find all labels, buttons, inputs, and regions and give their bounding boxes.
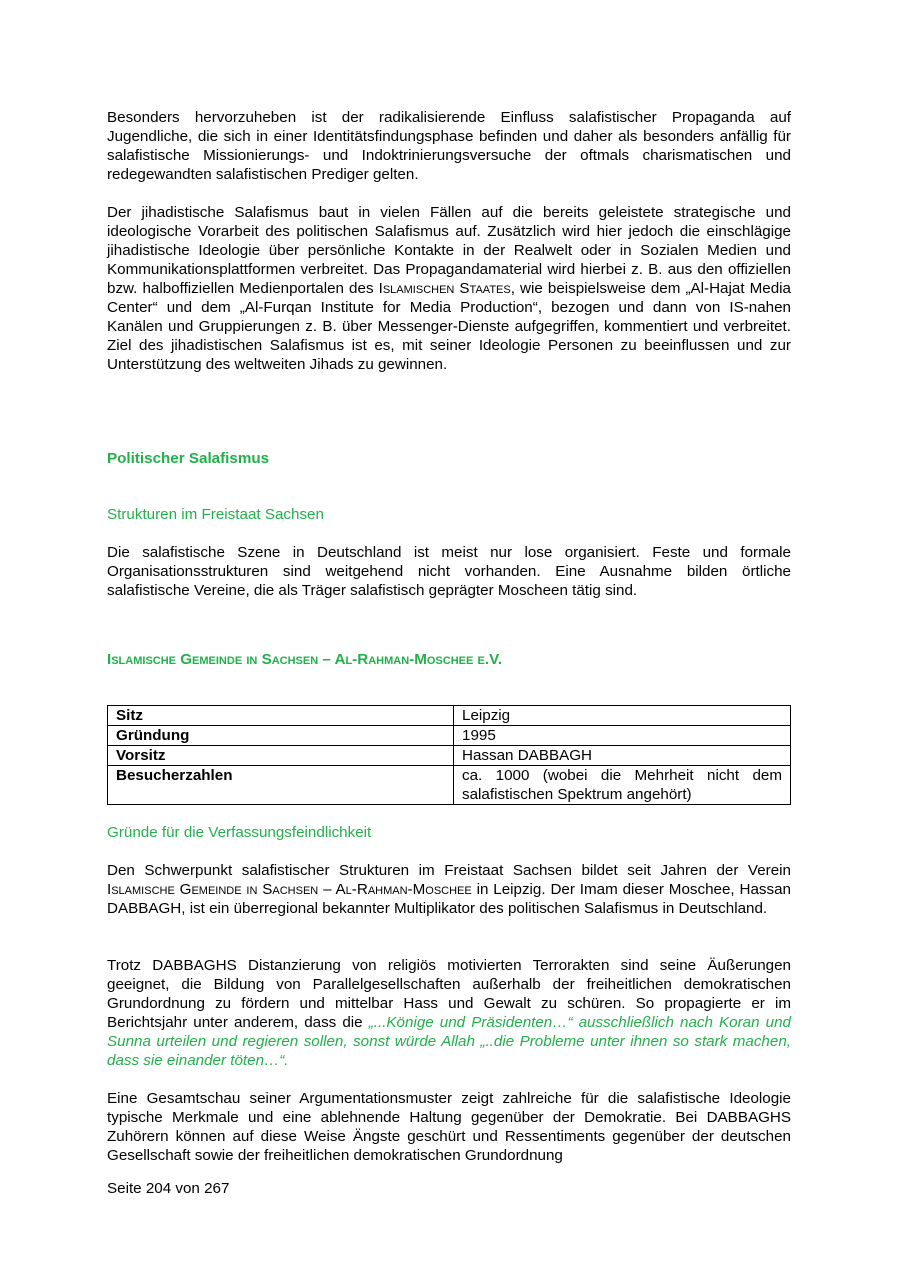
document-page — [107, 0, 791, 1272]
table-row — [108, 706, 791, 726]
paragraph-argumentation: Eine Gesamtschau seiner Argumentationsmuster zeigt zahlreiche für die salafistische Ideologie typische Merkmale und eine ablehnende Haltung gegenüber der Demokratie. Bei DABBAGHS Zuhörern können auf diese Weise Ängste geschürt und Ressentiments gegenüber der deutschen Gesellschaft sowie der freiheitlichen demokratischen Grundordnung — [107, 1090, 791, 1164]
paragraph-dabbagh-statements — [107, 956, 791, 1070]
section-heading: Politischer Salafismus — [107, 450, 270, 467]
paragraph-jihadist-salafism — [107, 203, 791, 374]
paragraph-propaganda-youth: Besonders hervorzuheben ist der radikalisierende Einfluss salafistischer Propaganda auf Jugendliche, die sich in einer Identitätsfindungsphase befinden und daher als besonders anfällig für salafistische Missionierungs- und Indoktrinierungsversuche der oftmals charismatischen und redegewandten salafistischen Prediger gelten. — [107, 109, 791, 183]
organization-facts-table — [107, 705, 791, 805]
table-row — [108, 726, 791, 746]
paragraph-text: , wie beispielsweise dem „Al-Hajat Media Center“ und dem „Al-Furqan Institute for Media Production“, bezogen und dann von IS-nahen Kanälen und Gruppierungen z. B. über Messenger-Dienste aufgegriffen, kommentiert und verbreitet. Ziel des jihadistischen Salafismus ist es, mit seiner Ideologie Personen zu beeinflussen und zur Unterstützung des weltweiten Jihads zu gewinnen. — [107, 280, 791, 373]
table-row — [108, 766, 791, 805]
paragraph-text: in Leipzig. Der Imam dieser Moschee, Hassan DABBAGH, ist ein überregional bekannter Multiplikator des politischen Salafismus in Deutschland. — [107, 881, 791, 917]
organization-name-inline: Islamischen Staates — [378, 280, 511, 297]
table-key-cell: Sitz — [108, 706, 454, 726]
page-number: Seite 204 von 267 — [107, 1180, 230, 1197]
paragraph-scene-organization: Die salafistische Szene in Deutschland ist meist nur lose organisiert. Feste und formale Organisationsstrukturen sind weitgehend nicht vorhanden. Eine Ausnahme bilden örtliche salafistische Vereine, die als Träger salafistisch geprägter Moscheen tätig sind. — [107, 544, 791, 599]
subsection-heading-structures: Strukturen im Freistaat Sachsen — [107, 506, 324, 523]
paragraph-text: Den Schwerpunkt salafistischer Strukturen im Freistaat Sachsen bildet seit Jahren der Verein — [107, 862, 791, 879]
quotation: „...Könige und Präsidenten…“ ausschließlich nach Koran und Sunna urteilen und regieren sollen, sonst würde Allah „..die Probleme unter ihnen so stark machen, dass sie einander töten…“. — [107, 1014, 791, 1069]
table-value-cell: ca. 1000 (wobei die Mehrheit nicht dem salafistischen Spektrum angehört) — [454, 766, 791, 805]
table-key-cell: Vorsitz — [108, 746, 454, 766]
table-key-cell: Gründung — [108, 726, 454, 746]
subsection-heading-reasons: Gründe für die Verfassungsfeindlichkeit — [107, 824, 372, 841]
paragraph-dabbagh-intro — [107, 861, 791, 918]
table-value-cell: Hassan DABBAGH — [454, 746, 791, 766]
table-value-cell: 1995 — [454, 726, 791, 746]
organization-heading: Islamische Gemeinde in Sachsen – Al-Rahman-Moschee e.V. — [107, 651, 503, 668]
organization-name-inline: Islamische Gemeinde in Sachsen – Al-Rahman-Moschee — [107, 881, 472, 898]
paragraph-text: Der jihadistische Salafismus baut in vielen Fällen auf die bereits geleistete strategische und ideologische Vorarbeit des politischen Salafismus auf. Zusätzlich wird hier jedoch die einschlägige jihadistische Ideologie über persönliche Kontakte in der Realwelt oder in Sozialen Medien und Kommunikationsplattformen verbreitet. Das Propagandamaterial wird hierbei z. B. aus den offiziellen bzw. halboffiziellen Medienportalen des — [107, 204, 791, 297]
table-key-cell: Besucherzahlen — [108, 766, 454, 805]
paragraph-text: Trotz DABBAGHS Distanzierung von religiös motivierten Terrorakten sind seine Äußerungen geeignet, die Bildung von Parallelgesellschaften außerhalb der freiheitlichen demokratischen Grundordnung zu fördern und mittelbar Hass und Gewalt zu schüren. So propagierte er im Berichtsjahr unter anderem, dass die — [107, 957, 791, 1031]
table-value-cell: Leipzig — [454, 706, 791, 726]
table-row — [108, 746, 791, 766]
